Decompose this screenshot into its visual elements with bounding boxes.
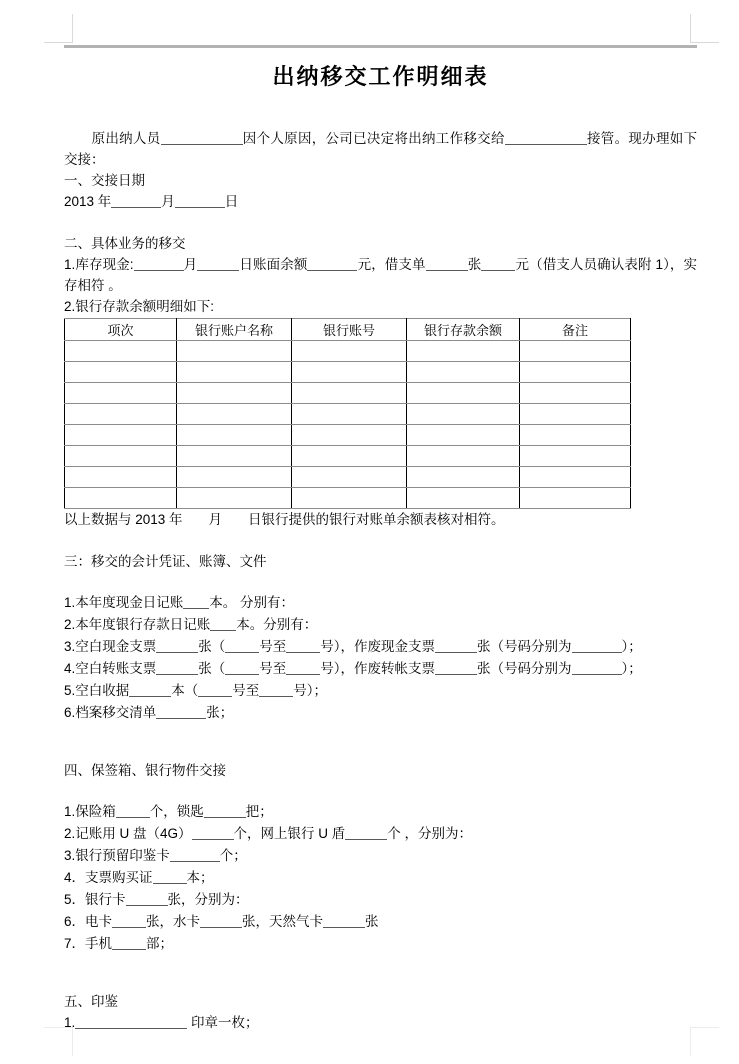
document-body [64, 60, 697, 1034]
void-cash-cheque-label: 号），作废现金支票 [320, 639, 436, 654]
blank-new-cashier[interactable] [505, 131, 587, 145]
water-card-label: 张，水卡 [146, 914, 201, 929]
section-3-item-6 [64, 702, 697, 724]
cell-index[interactable] [65, 383, 177, 404]
safe-box-label: 1.保险箱 [64, 804, 116, 819]
section-3-item-3 [64, 636, 697, 658]
void-transfer-cheque-numbers-label: 张（号码分别为 [477, 661, 572, 676]
table-row [65, 467, 631, 488]
table-row [65, 383, 631, 404]
column-header-account-number: 银行账号 [292, 319, 407, 341]
blank-receipt-from[interactable] [198, 683, 232, 697]
cell-balance[interactable] [407, 404, 520, 425]
cell-index[interactable] [65, 362, 177, 383]
intro-text-2: 因个人原因，公司已决定将出纳工作移交给 [242, 131, 505, 146]
intro-text-3: 接管。现办理如下交接： [64, 131, 698, 167]
cell-account-name[interactable] [177, 404, 292, 425]
usb-key-end: 个 ，分别为： [387, 826, 473, 841]
blank-receipt-to[interactable] [259, 683, 293, 697]
cell-remark[interactable] [520, 488, 631, 509]
cell-remark[interactable] [520, 467, 631, 488]
blank-cash-balance[interactable] [307, 257, 357, 271]
blank-safe-box-count[interactable] [116, 804, 150, 818]
safe-box-end: 把； [245, 804, 273, 819]
section-2-footnote [64, 509, 697, 531]
ebank-shield-label: 个，网上银行 U 盾 [233, 826, 346, 841]
blank-transfer-cheque-label: 4.空白转账支票 [64, 661, 157, 676]
table-row [65, 488, 631, 509]
cell-account-number[interactable] [292, 446, 407, 467]
cash-cheque-end: ）； [621, 639, 642, 654]
cell-remark[interactable] [520, 404, 631, 425]
cell-index[interactable] [65, 467, 177, 488]
bank-journal-suffix: 本。分别有： [236, 617, 318, 632]
blank-receipt-label: 5.空白收据 [64, 683, 130, 698]
transfer-cheque-end: ）； [621, 661, 642, 676]
footnote-text-a: 以上数据与 2013 年 [64, 512, 183, 527]
seal-card-end: 个； [219, 848, 247, 863]
blank-electric-card-count[interactable] [112, 914, 146, 928]
column-header-index: 项次 [65, 319, 177, 341]
blank-void-transfer-cheque-count[interactable] [435, 661, 477, 675]
blank-cash-cheque-label: 3.空白现金支票 [64, 639, 157, 654]
blank-cash-month[interactable] [134, 257, 184, 271]
cash-loan-slip-label: 元，借支单 [357, 257, 426, 272]
blank-safe-box-key-count[interactable] [204, 804, 246, 818]
cell-account-number[interactable] [292, 425, 407, 446]
blank-reconcile-day[interactable] [222, 511, 248, 524]
blank-cash-cheque-count[interactable] [156, 639, 198, 653]
blank-handover-day[interactable] [175, 194, 225, 208]
blank-bank-journal-count[interactable] [210, 617, 236, 631]
cell-account-name[interactable] [177, 341, 292, 362]
cell-balance[interactable] [407, 488, 520, 509]
cell-balance[interactable] [407, 341, 520, 362]
page-title: 出纳移交工作明细表 [272, 64, 489, 89]
intro-lead-space [64, 131, 92, 146]
intro-paragraph [64, 128, 697, 170]
cash-confirm-label: 元（借支人员确认表附 1），实存相符 。 [64, 257, 698, 293]
date-day-label: 日 [224, 194, 239, 209]
blank-receipt-count[interactable] [129, 683, 171, 697]
crop-mark-top-right [690, 14, 719, 43]
section-1-date-line [64, 191, 697, 213]
footnote-text-c: 日银行提供的银行对账单余额表核对相符。 [248, 512, 505, 527]
section-4-item-2 [64, 823, 697, 845]
gas-card-end: 张 [365, 914, 379, 929]
archive-list-suffix: 张； [206, 705, 234, 720]
cell-account-number[interactable] [292, 488, 407, 509]
blank-handover-month[interactable] [111, 194, 161, 208]
bank-card-end: 张，分别为： [167, 892, 249, 907]
mobile-phone-label: 7．手机 [64, 936, 113, 951]
section-2-item-2: 2.银行存款余额明细如下: [64, 299, 215, 314]
cheque-purchase-cert-label: 4．支票购买证 [64, 870, 153, 885]
cell-account-name[interactable] [177, 446, 292, 467]
date-year-label: 2013 年 [64, 194, 112, 209]
cash-cheque-unit: 张（ [198, 639, 226, 654]
blank-gas-card-count[interactable] [323, 914, 365, 928]
cell-balance[interactable] [407, 362, 520, 383]
cell-account-name[interactable] [177, 488, 292, 509]
cash-on-hand-label: 1.库存现金: [64, 257, 134, 272]
cash-month-label: 月 [183, 257, 198, 272]
cell-remark[interactable] [520, 362, 631, 383]
blank-reconcile-month[interactable] [183, 511, 209, 524]
blank-archive-list-count[interactable] [156, 705, 206, 719]
blank-seal-name[interactable] [75, 1015, 187, 1029]
blank-transfer-cheque-to[interactable] [286, 661, 320, 675]
cash-cheque-to-label: 号至 [259, 639, 287, 654]
void-transfer-cheque-label: 号），作废转帐支票 [320, 661, 436, 676]
void-cash-cheque-numbers-label: 张（号码分别为 [477, 639, 572, 654]
section-4-item-4 [64, 867, 697, 889]
blank-former-cashier[interactable] [161, 131, 243, 145]
bank-balance-table [64, 318, 631, 509]
cell-account-number[interactable] [292, 383, 407, 404]
cash-journal-label: 1.本年度现金日记账 [64, 595, 184, 610]
cell-balance[interactable] [407, 383, 520, 404]
cell-remark[interactable] [520, 425, 631, 446]
blank-void-cash-cheque-count[interactable] [435, 639, 477, 653]
cell-balance[interactable] [407, 446, 520, 467]
column-header-balance: 银行存款余额 [407, 319, 520, 341]
blank-seal-card-count[interactable] [170, 848, 220, 862]
cell-balance[interactable] [407, 425, 520, 446]
cheque-purchase-cert-end: 本； [186, 870, 214, 885]
table-body [65, 341, 631, 509]
usb-key-label: 2.记账用 U 盘（4G） [64, 826, 192, 841]
blank-transfer-cheque-from[interactable] [225, 661, 259, 675]
cell-index[interactable] [65, 404, 177, 425]
receipt-unit: 本（ [171, 683, 199, 698]
cell-index[interactable] [65, 488, 177, 509]
cell-account-number[interactable] [292, 341, 407, 362]
cash-loan-unit-label: 张 [467, 257, 482, 272]
section-3-item-2 [64, 614, 697, 636]
column-header-remark: 备注 [520, 319, 631, 341]
mobile-phone-end: 部； [146, 936, 174, 951]
table-row [65, 341, 631, 362]
blank-water-card-count[interactable] [200, 914, 242, 928]
section-4-item-1 [64, 801, 697, 823]
cell-account-name[interactable] [177, 383, 292, 404]
blank-transfer-cheque-count[interactable] [156, 661, 198, 675]
seal-item-number: 1. [64, 1015, 76, 1030]
table-row [65, 425, 631, 446]
blank-void-cash-cheque-numbers[interactable] [572, 639, 622, 653]
cell-account-number[interactable] [292, 404, 407, 425]
table-row [65, 446, 631, 467]
date-month-label: 月 [161, 194, 175, 209]
blank-cash-day[interactable] [197, 257, 239, 271]
blank-cash-cheque-from[interactable] [225, 639, 259, 653]
section-4-item-6 [64, 911, 697, 933]
section-3-item-1 [64, 592, 697, 614]
receipt-to-label: 号至 [232, 683, 260, 698]
transfer-cheque-unit: 张（ [198, 661, 226, 676]
cash-book-balance-label: 日账面余额 [239, 257, 308, 272]
spacer-before-section-3 [64, 531, 697, 551]
cell-account-name[interactable] [177, 467, 292, 488]
crop-mark-top-left [44, 14, 73, 43]
spacer-before-section-2 [64, 213, 697, 233]
bank-journal-label: 2.本年度银行存款日记账 [64, 617, 211, 632]
blank-loan-amount[interactable] [481, 257, 515, 271]
cell-index[interactable] [65, 341, 177, 362]
table-header-row [65, 319, 631, 341]
intro-text-1: 原出纳人员 [91, 131, 161, 146]
cell-index[interactable] [65, 425, 177, 446]
cell-remark[interactable] [520, 341, 631, 362]
receipt-end: 号）； [293, 683, 328, 698]
seal-card-label: 3.银行预留印鉴卡 [64, 848, 170, 863]
cell-account-name[interactable] [177, 425, 292, 446]
cell-account-number[interactable] [292, 467, 407, 488]
spacer-after-title [64, 92, 697, 128]
electric-card-label: 6．电卡 [64, 914, 113, 929]
footnote-text-b: 月 [208, 512, 223, 527]
spacer-before-section-4 [64, 724, 697, 760]
bank-card-label: 5．银行卡 [64, 892, 126, 907]
cell-account-name[interactable] [177, 362, 292, 383]
blank-cash-journal-count[interactable] [183, 595, 209, 609]
archive-list-label: 6.档案移交清单 [64, 705, 157, 720]
table-row [65, 404, 631, 425]
table-row [65, 362, 631, 383]
blank-void-transfer-cheque-numbers[interactable] [572, 661, 622, 675]
section-3-item-4 [64, 658, 697, 680]
transfer-cheque-to-label: 号至 [259, 661, 287, 676]
section-5-heading: 五、印鉴 [64, 994, 118, 1009]
cell-account-number[interactable] [292, 362, 407, 383]
cell-remark[interactable] [520, 446, 631, 467]
section-2-heading: 二、具体业务的移交 [64, 236, 186, 251]
section-2-item-1 [64, 254, 697, 296]
section-3-item-5 [64, 680, 697, 702]
section-4-item-7 [64, 933, 697, 955]
column-header-account-name: 银行账户名称 [177, 319, 292, 341]
seal-item-suffix: 印章一枚； [191, 1015, 259, 1030]
blank-loan-slip-count[interactable] [426, 257, 468, 271]
blank-cash-cheque-to[interactable] [286, 639, 320, 653]
safe-box-key-label: 个，锁匙 [149, 804, 204, 819]
section-5-item-1 [64, 1012, 697, 1034]
blank-usb-count[interactable] [192, 826, 234, 840]
cash-journal-suffix: 本。 分别有： [209, 595, 295, 610]
spacer-before-section-5 [64, 955, 697, 991]
cell-remark[interactable] [520, 383, 631, 404]
section-4-heading: 四、保签箱、银行物件交接 [64, 763, 226, 778]
blank-cheque-purchase-cert-count[interactable] [153, 870, 187, 884]
spacer-after-section-4-heading [64, 781, 697, 801]
cell-index[interactable] [65, 446, 177, 467]
spacer-after-section-3-heading [64, 572, 697, 592]
gas-card-label: 张，天然气卡 [242, 914, 324, 929]
blank-mobile-phone-count[interactable] [112, 936, 146, 950]
section-3-heading: 三：移交的会计凭证、账簿、文件 [64, 554, 267, 569]
header-rule [64, 45, 697, 48]
blank-ebank-shield-count[interactable] [345, 826, 387, 840]
section-4-item-3 [64, 845, 697, 867]
blank-bank-card-count[interactable] [126, 892, 168, 906]
section-4-item-5 [64, 889, 697, 911]
section-1-heading: 一、交接日期 [64, 173, 145, 188]
cell-balance[interactable] [407, 467, 520, 488]
